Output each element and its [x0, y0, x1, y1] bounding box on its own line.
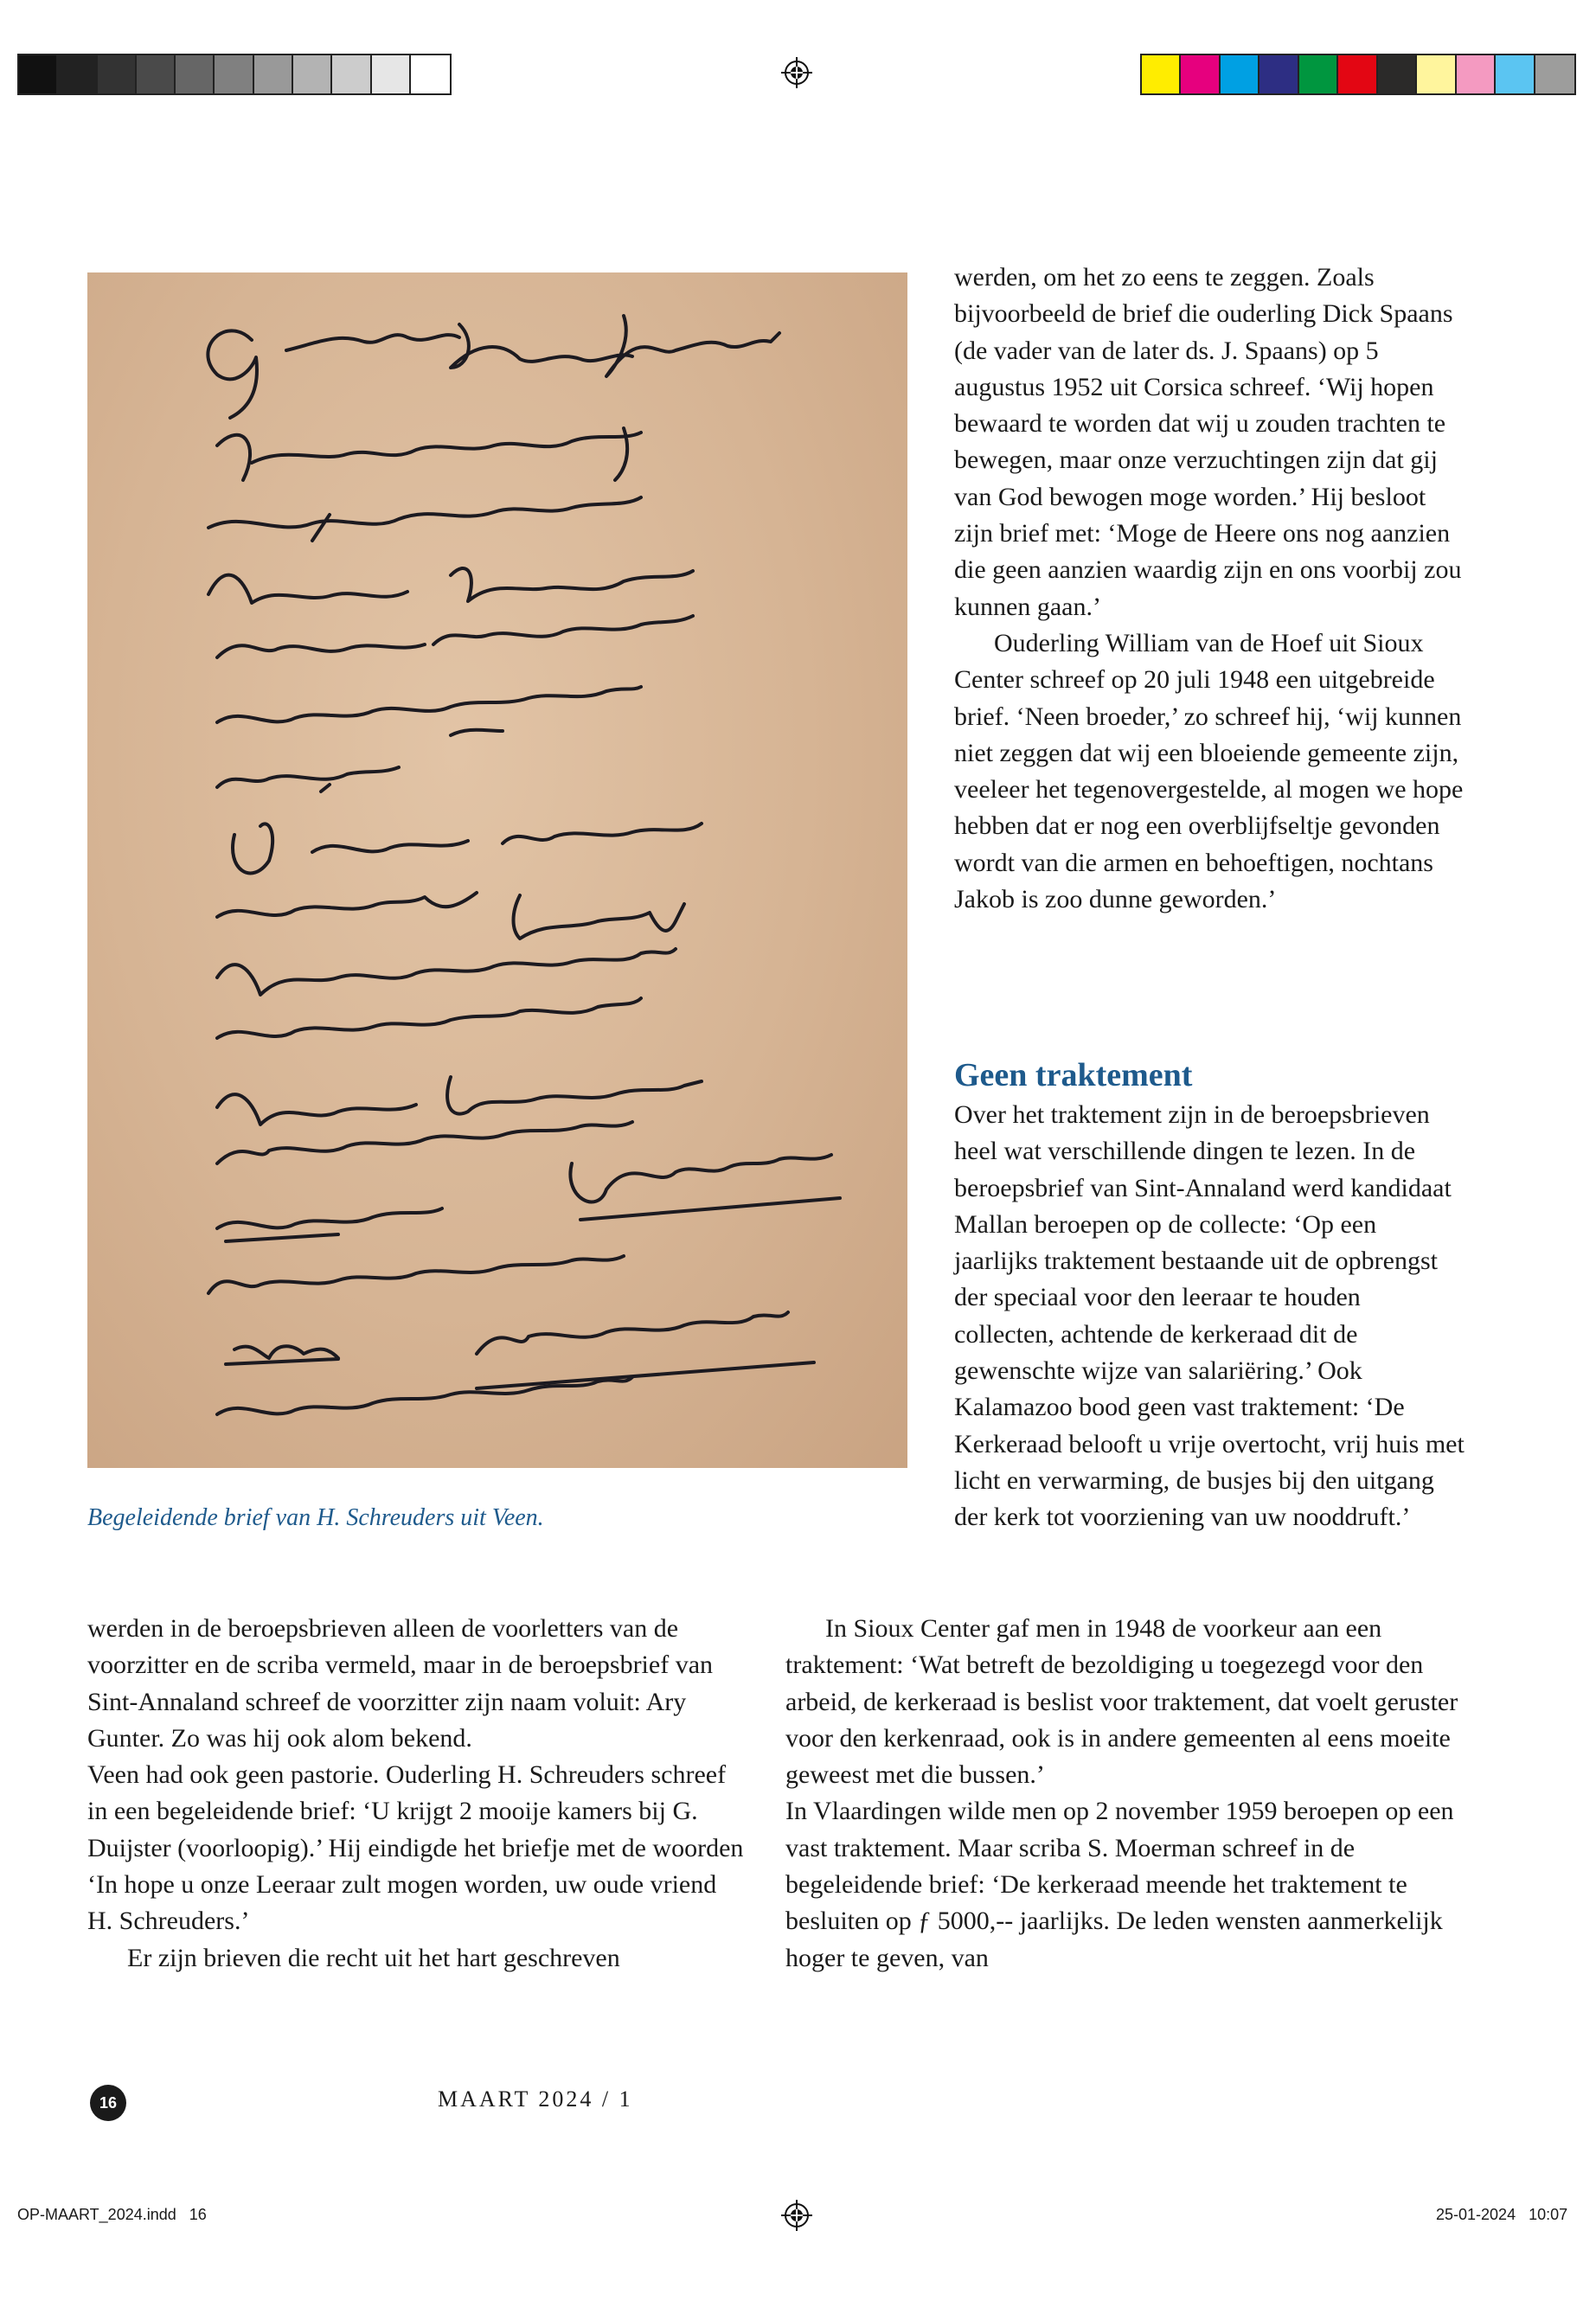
slug-date: 25-01-2024 10:07	[1436, 2206, 1568, 2223]
color-swatch-gray	[1535, 55, 1574, 93]
color-swatch-black	[1378, 55, 1417, 93]
color-swatch-green	[1299, 55, 1338, 93]
paragraph: werden, om het zo eens te zeggen. Zoals bijvoorbeeld de brief die ouderling Dick Spaans (de vader van de later ds. J. Spaans) op 5 augustus 1952 uit Corsica schreef. ‘Wij hopen bewaard te worden dat wij u zouden trachten te bewegen, maar onze verzuchtingen zijn dat gij van God bewogen moge worden.’ Hij besloot zijn brief met: ‘Moge de Heere ons nog aanzien die geen aanzien waardig zijn en ons voorbij zou kunnen gaan.’	[954, 263, 1462, 621]
color-swatch-blue	[1259, 55, 1298, 93]
gray-swatch-10	[372, 55, 411, 93]
handwritten-letter-photo	[87, 272, 907, 1468]
paragraph: Er zijn brieven die recht uit het hart geschreven	[127, 1943, 620, 1972]
color-swatch-pink	[1457, 55, 1496, 93]
color-swatch-yellow	[1142, 55, 1181, 93]
right-column-middle	[954, 1097, 1465, 1536]
photo-caption: Begeleidende brief van H. Schreuders uit Veen.	[87, 1504, 544, 1531]
paragraph: Over het traktement zijn in de beroepsbrieven heel wat verschillende dingen te lezen. In de beroepsbrief van Sint-Annaland werd kandidaat Mallan beroepen op de collecte: ‘Op een jaarlijks traktement bestaande uit de opbrengst der speciaal voor den leeraar te houden collecten, achtende de kerkeraad dit de gewenschte wijze van salariëring.’ Ook Kalamazoo bood geen vast traktement: ‘De Kerkeraad belooft u vrije overtocht, vrij huis met licht en verwarming, de busjes bij den uitgang der kerk tot voorziening van uw nooddruft.’	[954, 1100, 1465, 1532]
gray-swatch-8	[293, 55, 332, 93]
grayscale-calibration-bar	[17, 54, 452, 95]
paragraph: In Sioux Center gaf men in 1948 de voorkeur aan een traktement: ‘Wat betreft de bezoldiging u toegezegd voor den arbeid, de kerkeraad is beslist voor traktement, dat voelt geruster voor den kerkenraad, ook is in andere gemeenten al eens moeite geweest met die bussen.’	[785, 1614, 1458, 1790]
paragraph: In Vlaardingen wilde men op 2 november 1959 beroepen op een vast traktement. Maar scriba S. Moerman schreef in de begeleidende brief: ‘De kerkeraad meende het traktement te besluiten op ƒ 5000,-- jaarlijks. De leden wensten aanmerkelijk hoger te geven, van	[785, 1797, 1454, 1972]
gray-swatch-6	[215, 55, 253, 93]
left-column	[87, 1611, 745, 1977]
gray-swatch-1	[19, 55, 58, 93]
paragraph: werden in de beroepsbrieven alleen de voorletters van de voorzitter en de scriba vermeld, maar in de beroepsbrief van Sint-Annaland schreef de voorzitter zijn naam voluit: Ary Gunter. Zo was hij ook alom bekend.	[87, 1614, 714, 1753]
right-column-bottom	[785, 1611, 1460, 1977]
color-swatch-red	[1338, 55, 1377, 93]
paragraph: Ouderling William van de Hoef uit Sioux Center schreef op 20 juli 1948 een uitgebreide brief. ‘Neen broeder,’ zo schreef hij, ‘wij kunnen niet zeggen dat wij een bloeiende gemeente zijn, veeleer het tegenovergestelde, al mogen we hope hebben dat er nog een overblijfseltje gevonden wordt van die armen en behoeftigen, nochtans Jakob is zoo dunne geworden.’	[954, 628, 1464, 914]
color-calibration-bar	[1140, 54, 1576, 95]
section-heading: Geen traktement	[954, 1057, 1193, 1093]
gray-swatch-3	[98, 55, 137, 93]
registration-mark-icon	[781, 57, 812, 88]
color-swatch-magenta	[1181, 55, 1220, 93]
page-number: 16	[90, 2085, 126, 2121]
gray-swatch-7	[254, 55, 293, 93]
gray-swatch-2	[58, 55, 97, 93]
color-swatch-light-yellow	[1417, 55, 1456, 93]
color-swatch-cyan	[1221, 55, 1259, 93]
paragraph: Veen had ook geen pastorie. Ouderling H. Schreuders schreef in een begeleidende brief: ‘U krijgt 2 mooije kamers bij G. Duijster (voorloopig).’ Hij eindigde het briefje met de woorden ‘In hope u onze Leeraar zult mogen worden, uw oude vriend H. Schreuders.’	[87, 1760, 744, 1936]
slug-file-name: OP-MAART_2024.indd 16	[17, 2206, 207, 2223]
color-swatch-light-blue	[1496, 55, 1535, 93]
issue-label: MAART 2024 / 1	[438, 2086, 633, 2112]
gray-swatch-11	[411, 55, 450, 93]
gray-swatch-4	[137, 55, 176, 93]
right-column-top	[954, 260, 1465, 918]
gray-swatch-9	[332, 55, 371, 93]
gray-swatch-5	[176, 55, 215, 93]
handwriting-strokes	[87, 272, 907, 1468]
registration-mark-icon	[781, 2200, 812, 2231]
